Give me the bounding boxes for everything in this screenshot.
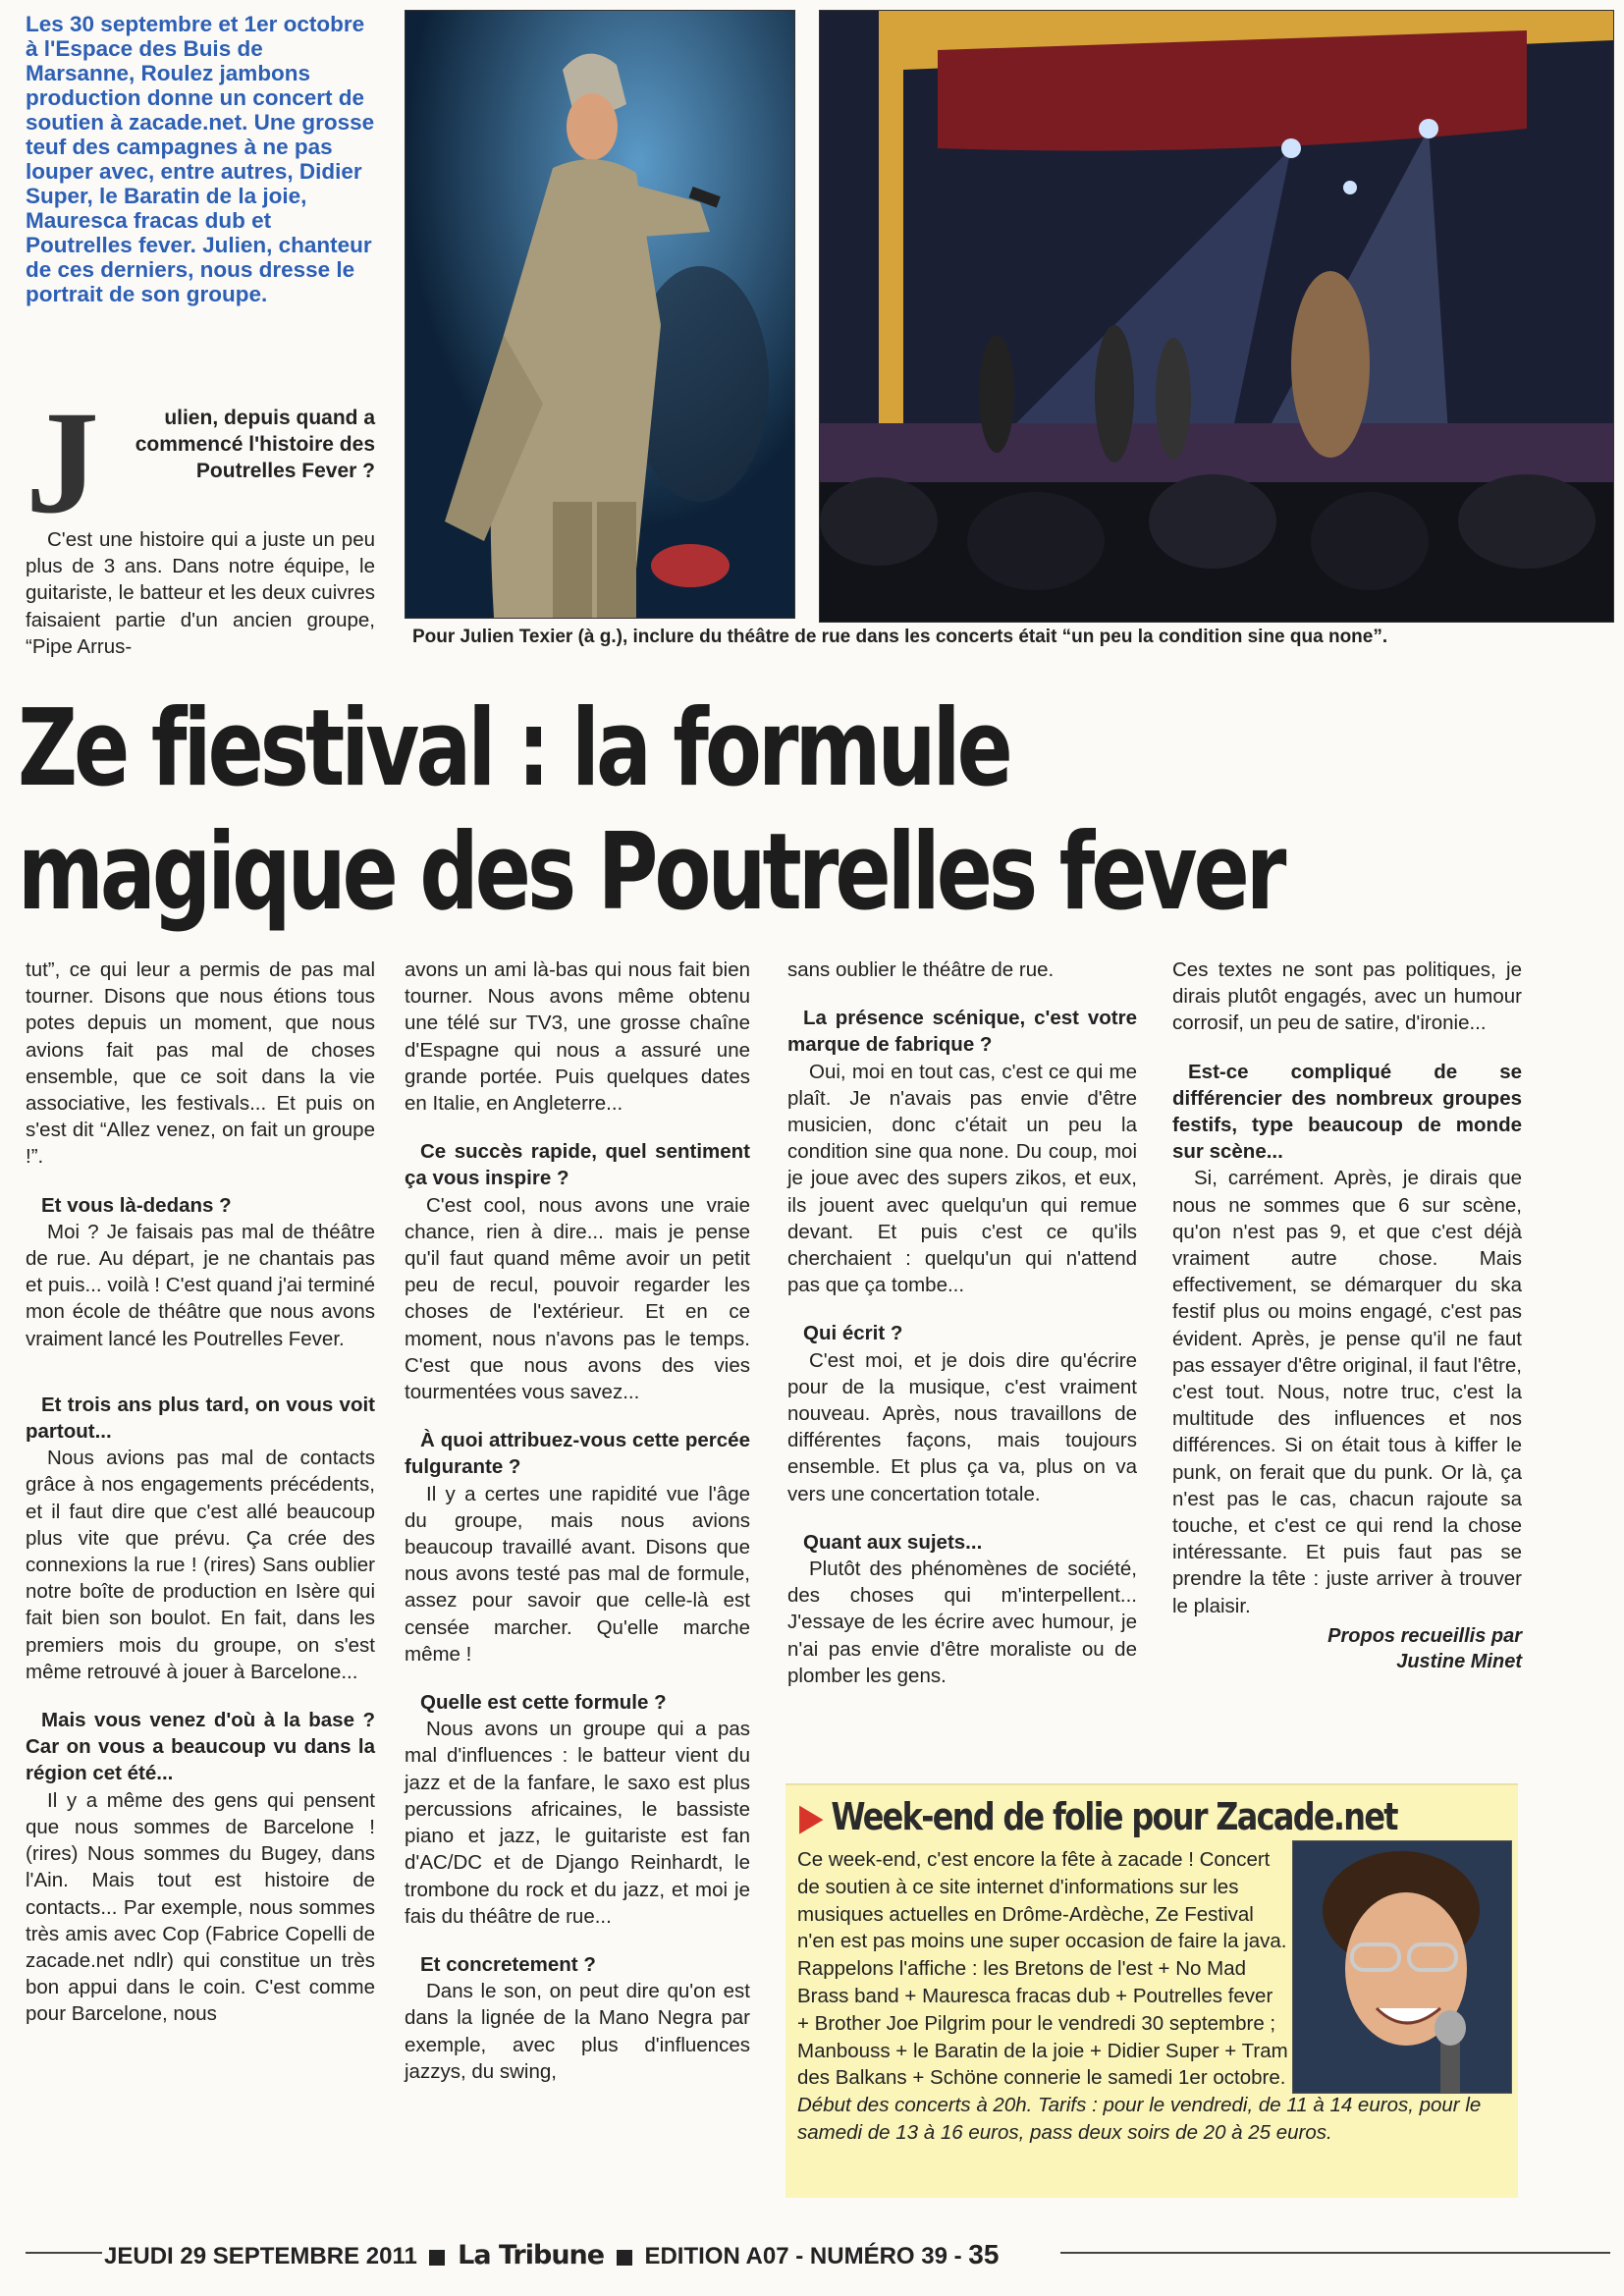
box-photo-portrait — [1292, 1840, 1512, 2094]
answer: Oui, moi en tout cas, c'est ce qui me plaît. Je n'avais pas envie d'être musicien, donc c'était un peu la condition sine qua none. Du coup, moi je joue avec des supers zikos, et eux, ils jouent avec quelqu'un qui remue devant. Et puis c'est ce qu'ils cherchaient : quelqu'un qui n'attend pas que ça tombe... — [787, 1060, 1137, 1297]
footer-brand: La Tribune — [458, 2240, 605, 2270]
question: Qui écrit ? — [803, 1322, 903, 1345]
answer: Plutôt des phénomènes de société, des choses qui m'interpellent... J'essaye de les écrire avec humour, je n'ai pas envie d'être moraliste ou de plomber les gens. — [787, 1558, 1137, 1687]
answer: Si, carrément. Après, je dirais que nous ne sommes que 6 sur scène, qu'on n'est pas 9, et que c'est déjà vraiment autre chose. Mais effectivement, se démarquer du ska festif plus ou moins engagé, c'est pas évident. Après, je pense qu'il ne faut pas essayer d'être original, il faut l'être, c'est tout. Nous, notre truc, c'est la multitude des influences et nos différences. Si on était tous à kiffer le punk, on ferait que du punk. Or là, ça n'est pas le cas, chacun rajoute sa touche, et c'est ce qui rend la chose intéressante. Et puis faut pas se prendre la tête : juste arriver à trouver le plaisir. — [1172, 1167, 1522, 1617]
paragraph: tut”, ce qui leur a permis de pas mal tourner. Disons que nous étions tous potes depuis un moment, que nous avions fait pas mal de choses ensemble, que ce soit dans la vie associative, les festivals... Et puis on s'est dit “Allez venez, on fait un groupe !”. — [26, 958, 375, 1169]
footer-date: JEUDI 29 SEPTEMBRE 2011 — [104, 2243, 417, 2269]
square-icon — [429, 2250, 445, 2266]
box-title-text: Week-end de folie pour Zacade.net — [831, 1795, 1397, 1838]
square-icon — [617, 2250, 632, 2266]
lead-block — [26, 381, 375, 660]
question: La présence scénique, c'est votre marque de fabrique ? — [787, 1007, 1137, 1057]
lead-answer: C'est une histoire qui a juste un peu plus de 3 ans. Dans notre équipe, le guitariste, le batteur et les deux cuivres faisaient partie d'un ancien groupe, “Pipe Arrus- — [26, 528, 375, 658]
paragraph: Ces textes ne sont pas politiques, je dirais plutôt engagés, avec un humour corrosif, un peu de satire, d'ironie... — [1172, 958, 1522, 1035]
answer: C'est cool, nous avons une vraie chance, rien à dire... mais je pense qu'il faut quand même avoir un petit peu de recul, pouvoir regarder les choses de l'extérieur. Et en ce moment, nous n'avons pas le temps. C'est que nous avons des vies tourmentées vous savez... — [405, 1193, 750, 1404]
answer: Nous avons un groupe qui a pas mal d'influences : le batteur vient du jazz et de la fanfare, le saxo est plus percussions africaines, le bassiste piano et jazz, le guitariste est fan d'AC/DC et de Django Reinhardt, le trombone du rock et du jazz, et moi je fais du théâtre de rue... — [405, 1718, 750, 1928]
answer: Il y a certes une rapidité vue l'âge du groupe, mais nous avions beaucoup travaillé avant. Disons que nous avons testé pas mal de formule, assez pour savoir que celle-là est censée marcher. Qu'elle marche même ! — [405, 1482, 750, 1666]
footer-rule-left — [26, 2252, 102, 2254]
question: Et trois ans plus tard, on vous voit partout... — [26, 1393, 375, 1444]
answer: Moi ? Je faisais pas mal de théâtre de rue. Au départ, je ne chantais pas et puis... voilà ! C'est quand j'ai terminé mon école de théâtre que nous avons vraiment lancé les Poutrelles Fever. — [26, 1220, 375, 1350]
answer: Il y a même des gens qui pensent que nous sommes de Barcelone ! (rires) Nous sommes du Bugey, dans l'Ain. Mais tout est histoire de contacts... Par exemple, nous sommes très amis avec Cop (Fabrice Copelli de zacade.net ndlr) qui constitue un très bon appui dans le coin. C'est comme pour Barcelone, nous — [26, 1788, 375, 2026]
dropcap: J — [26, 381, 99, 544]
paragraph: avons un ami là-bas qui nous fait bien tourner. Nous avons même obtenu une télé sur TV3, une grosse chaîne d'Espagne qui nous a assuré une grande portée. Puis quelques dates en Italie, en Angleterre... — [405, 958, 750, 1116]
question: Et concretement ? — [420, 1952, 596, 1976]
photo-band-stage — [819, 10, 1614, 623]
box-text — [797, 1846, 1482, 2147]
singer-illustration — [406, 11, 794, 618]
answer: Dans le son, on peut dire qu'on est dans la lignée de la Mano Negra par exemple, avec plus d'influences jazzys, du swing, — [405, 1980, 750, 2083]
footer — [104, 2239, 1066, 2270]
answer: C'est moi, et je dois dire qu'écrire pour de la musique, c'est vraiment nouveau. Après, nous travaillons de différentes façons, mais toujours ensemble. Et plus ça va, plus on va vers une concertation totale. — [787, 1348, 1137, 1505]
arrow-icon: ▶ — [799, 1795, 822, 1838]
question: Mais vous venez d'où à la base ? Car on vous a beaucoup vu dans la région cet été... — [26, 1709, 375, 1785]
question: Quelle est cette formule ? — [420, 1691, 667, 1715]
question: Et vous là-dedans ? — [41, 1193, 232, 1217]
footer-edition: EDITION A07 - NUMÉRO 39 - — [644, 2243, 962, 2269]
portrait-illustration — [1293, 1841, 1511, 2093]
column-1 — [26, 957, 375, 2028]
paragraph: sans oublier le théâtre de rue. — [787, 958, 1055, 981]
signature-line-1: Propos recueillis par — [1327, 1624, 1522, 1647]
photo-caption: Pour Julien Texier (à g.), inclure du théâtre de rue dans les concerts était “un peu la condition sine qua none”. — [412, 627, 1388, 647]
box-paragraph: Ce week-end, c'est encore la fête à zacade ! Concert de soutien à ce site internet d'informations sur les musiques actuelles en Drôme-Ardèche, Ze Festival n'en est pas moins une super occasion de faire la java. Rappelons l'affiche : les Bretons de l'est + No Mad Brass band + Mauresca fracas dub + Poutrelles fever + Brother Joe Pilgrim pour le vendredi 30 septembre ; Manbouss + le Baratin de la joie + Didier Super + Tram des Balkans + Schöne connerie le samedi 1er octobre. — [797, 1848, 1288, 2090]
signature-author: Justine Minet — [1396, 1650, 1522, 1672]
box-title — [799, 1795, 1397, 1838]
column-4 — [1172, 957, 1522, 1674]
column-2 — [405, 957, 750, 2085]
column-3 — [787, 957, 1137, 1689]
headline-line-1: Ze fiestival : la formule — [18, 687, 1009, 810]
photo-singer — [405, 10, 795, 619]
question: Ce succès rapide, quel sentiment ça vous inspire ? — [405, 1140, 750, 1190]
question: Quant aux sujets... — [803, 1530, 983, 1554]
lead-question: ulien, depuis quand a commencé l'histoire des Poutrelles Fever ? — [135, 407, 375, 482]
answer: Nous avions pas mal de contacts grâce à nos engagements précédents, et il faut dire que c'est allé beaucoup plus vite que prévu. Ça crée des connexions la rue ! (rires) Sans oublier notre boîte de production en Isère qui fait bien son boulot. En fait, dans les premiers mois du groupe, on s'est même retrouvé à jouer à Barcelone... — [26, 1447, 375, 1683]
footer-rule-right — [1060, 2252, 1610, 2254]
stage-illustration — [820, 11, 1613, 622]
headline — [18, 687, 1283, 935]
footer-page: 35 — [968, 2239, 1000, 2269]
headline-line-2: magique des Poutrelles fever — [18, 811, 1283, 934]
question: Est-ce compliqué de se différencier des nombreux groupes festifs, type beaucoup de monde sur scène... — [1172, 1060, 1522, 1164]
sidebar-box — [785, 1783, 1518, 2198]
box-tarifs: Début des concerts à 20h. Tarifs : pour le vendredi, de 11 à 14 euros, pour le samedi de 13 à 16 euros, pass deux soirs de 20 à 25 euros. — [797, 2094, 1482, 2144]
intro-chapo: Les 30 septembre et 1er octobre à l'Espace des Buis de Marsanne, Roulez jambons production donne un concert de soutien à zacade.net. Une grosse teuf des campagnes à ne pas louper avec, entre autres, Didier Super, le Baratin de la joie, Mauresca fracas dub et Poutrelles fever. Julien, chanteur de ces derniers, nous dresse le portrait de son groupe. — [26, 12, 375, 306]
signature — [1172, 1623, 1522, 1674]
question: À quoi attribuez-vous cette percée fulgurante ? — [405, 1429, 750, 1479]
